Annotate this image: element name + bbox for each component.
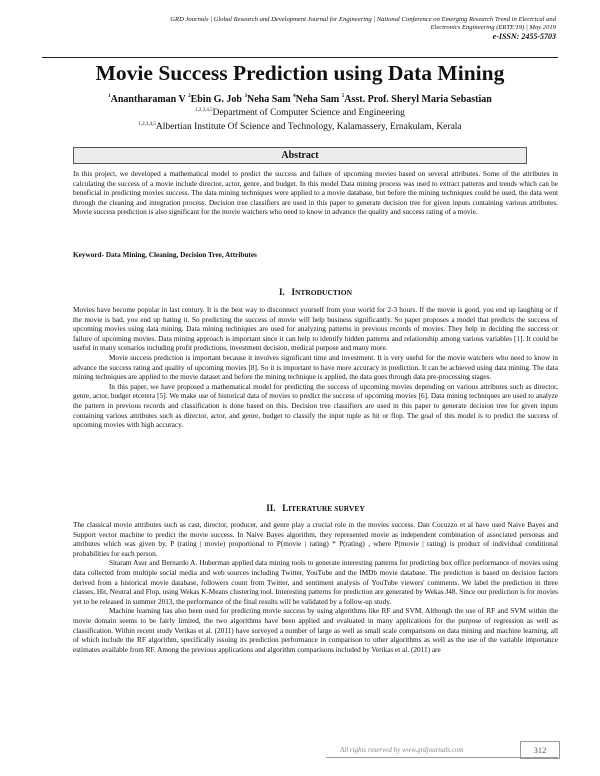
journal-line-1: GRD Journals | Global Research and Development Journal for Engineering | National Conference on Emerging Research Trend in Electrical and xyxy=(170,16,556,23)
paragraph: Movies have become popular in last century. It is the best way to disconnect yourself from your world for 2-3 hours. If the movie is good, you end up laughing or if the movie is bad, you end up hating it. So predicting the success of movie will help business significantly. So paper proposes a model that predicts the success of upcoming movies using data mining. Data mining techniques are used for analyzing patterns in previous records of movies. They help in deciding the success or failure of upcoming movies. Data mining approach is important since it can help to identify hidden patterns and relationship among various variables [1]. It could be useful in many scenarios including profit predictions, investment decision, medical purpose and many more. xyxy=(73,306,558,353)
affiliation-institute xyxy=(30,122,570,133)
paragraph: Machine learning has also been used for predicting movie success by using algorithms like RF and SVM. Although the use of RF and SVM within the movie domain seems to be fairly limited, the two algorithms have been applied and evaluated in many applications for the purpose of regression as well as classification. Within recent study Verikas et al. (2011) have surveyed a number of large as well as small scale comparisons on data mining and machine learning, all of which include the RF algorithm, specifically issuing its prediction performance in comparison to other algorithms as well as the use of the variable importance estimates available from RF. Among the previous applications and algorithm comparisons included by Verikas et al. (2011) are xyxy=(73,607,558,654)
abstract-paragraph: In this project, we developed a mathematical model to predict the success and failure of upcoming movies based on several attributes. Some of the attributes in calculating the success of a movie include director, actor, genre, and budget. In this model Data mining process was used to extract patterns and trends which can be beneficial in predicting movies success. The data mining techniques were applied to a movie database, but before the mining techniques could be used, the data went through the cleaning and integration process. Decision tree classifiers are used in this paper to generate decision tree for given inputs containing various attributes. Movie success prediction is also significant for the movie watchers who need to know in advance the quality and success rating of a movie. xyxy=(73,170,558,217)
author-sup: 1 xyxy=(108,94,111,99)
author-name: Neha Sam xyxy=(295,94,342,105)
issn: e-ISSN: 2455-5703 xyxy=(492,32,556,42)
literature-survey-body xyxy=(73,521,558,655)
paragraph: Sitaram Asur and Bernardo A. Huberman applied data mining tools to generate interesting patterns for predicting box office performance of movies using data collected from multiple social media and web sources including Twitter, YouTube and the IMDb movie database. The prediction is based on decision factors derived from a historical movie database, followers count from Twitter, and sentiment analysis of YouTube viewers' comments. We label the prediction in three classes, Hit, Neutral and Flop, using Wekas K-Means clustering tool. Interesting patterns for prediction are generated by Wekas J48. Since our prediction is for movies yet to be released in summer 2013, the performance of the final results will be validated by a follow-up study. xyxy=(73,559,558,606)
author-sup: 2 xyxy=(188,94,191,99)
footer-rights: All rights reserved by www.grdjournals.com xyxy=(340,746,464,754)
section-heading-literature-survey xyxy=(73,503,558,514)
author-name: Neha Sam xyxy=(247,94,294,105)
abstract-heading: Abstract xyxy=(73,147,527,164)
section-initial: L xyxy=(282,503,289,513)
header-divider xyxy=(42,57,558,58)
introduction-body xyxy=(73,306,558,431)
author-name: Ebin G. Job xyxy=(190,94,245,105)
section-number: II. xyxy=(266,503,276,513)
page-number: 312 xyxy=(520,741,560,759)
section-number: I. xyxy=(278,287,285,297)
paper-title: Movie Success Prediction using Data Mining xyxy=(95,61,505,85)
section-title-rest: NTRODUCTION xyxy=(294,288,353,297)
section-initial: I xyxy=(291,287,295,297)
affiliation-text: Department of Computer Science and Engineering xyxy=(212,108,405,118)
affiliation-sup: 1,2,3,4,5 xyxy=(195,108,213,113)
author-sup: 4 xyxy=(293,94,296,99)
author-name: Anantharaman V xyxy=(110,94,189,105)
journal-line-2: Electronics Engineering (ERTE'19) | May 2019 xyxy=(430,24,556,32)
author-list xyxy=(30,94,570,106)
section-title-rest: ITERATURE SURVEY xyxy=(288,504,365,513)
paragraph: In this paper, we have proposed a mathematical model for predicting the success of upcoming movies depending on various attributes such as director, genre, actor, budget etcetera [5]. We make use of historical data of movies to predict the success of upcoming movies [6]. Data mining techniques are used to analyze the pattern in previous records and classification is done based on this. Decision tree classifiers are used in this paper to generate decision tree for given inputs containing various attributes such as director, actor, and genre, budget to classify the input tuple as hit or flop. The goal of this model is to predict the success of upcoming movies with high accuracy. xyxy=(73,382,558,430)
section-heading-introduction xyxy=(73,287,558,298)
paragraph: The classical movie attributes such as cast, director, producer, and genre play a crucial role in the movies success. Dan Cocuzzo et al have used Naive Bayes and Support vector machine to predict the movie success. In Naive Bayes algorithm, they represented movie as independent combination of associated personas and attributes which was given by, P (rating | movie) proportional to P(movie | rating) * P(rating) , where P(movie | rating) is product of individual conditional probabilities for each person. xyxy=(73,521,558,558)
author-sup: 3 xyxy=(244,94,247,99)
affiliation-sup: 1,2,3,4,5 xyxy=(138,122,156,127)
paragraph: Movie success prediction is important because it involves significant time and investment. It is very useful for the movie watchers who need to know in advance the success rating and quality of upcoming movies [8]. So it is important to have more accuracy in prediction. It can be achieved using data mining. The data mining techniques are applied to the movie dataset and before the mining technique is applied, the data goes through data pre-processing stages. xyxy=(73,353,558,382)
journal-header xyxy=(36,16,556,42)
author-name: Asst. Prof. Sheryl Maria Sebastian xyxy=(344,94,492,105)
affiliation-text: Albertian Institute Of Science and Technology, Kalamassery, Ernakulam, Kerala xyxy=(155,122,462,132)
keywords: Keyword- Data Mining, Cleaning, Decision Tree, Attributes xyxy=(73,251,257,259)
author-sup: 5 xyxy=(341,94,345,99)
affiliation-department xyxy=(30,108,570,119)
abstract-text xyxy=(73,170,558,218)
